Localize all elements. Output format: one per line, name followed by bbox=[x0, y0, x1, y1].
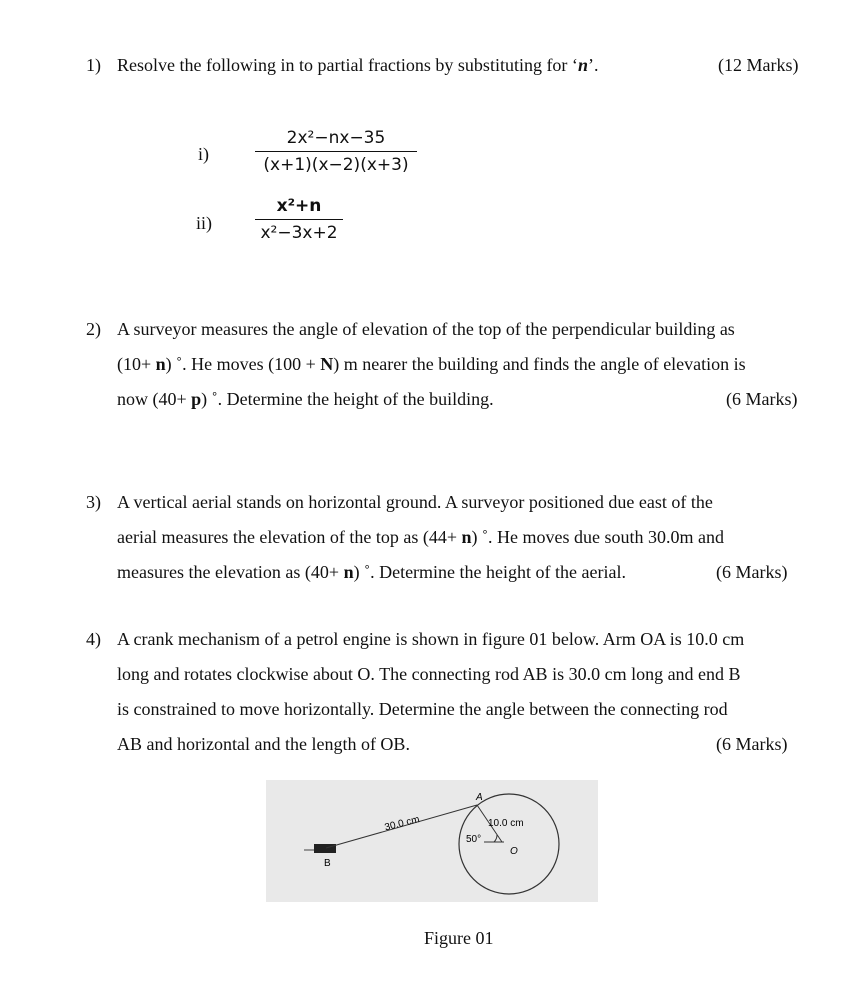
question-3 bbox=[0, 485, 864, 595]
question-4-line-3: is constrained to move horizontally. Determine the angle between the connecting rod bbox=[117, 699, 728, 719]
crank-mechanism-figure bbox=[266, 780, 598, 902]
question-3-line-2: aerial measures the elevation of the top as (44+ n) ˚. He moves due south 30.0m and bbox=[117, 527, 725, 547]
part-ii-label: ii) bbox=[196, 213, 212, 233]
question-2-marks: (6 Marks) bbox=[726, 389, 798, 409]
question-1-text: Resolve the following in to partial fractions by substituting for ‘n’. bbox=[117, 55, 599, 75]
question-2-line-3: now (40+ p) ˚. Determine the height of the building. bbox=[117, 389, 494, 409]
point-o-label: O bbox=[510, 846, 518, 857]
question-2 bbox=[0, 312, 864, 422]
crank-diagram bbox=[266, 780, 598, 902]
part-i-label: i) bbox=[198, 144, 209, 164]
question-2-line-2: (10+ n) ˚. He moves (100 + N) m nearer the building and finds the angle of elevation is bbox=[117, 354, 746, 374]
fraction-ii-numerator: x²+n bbox=[276, 196, 322, 216]
figure-caption: Figure 01 bbox=[424, 928, 494, 948]
arm-length-label: 10.0 cm bbox=[488, 818, 524, 829]
question-4-line-1: A crank mechanism of a petrol engine is shown in figure 01 below. Arm OA is 10.0 cm bbox=[117, 629, 745, 649]
point-b-label: B bbox=[324, 858, 331, 869]
fraction-i-denominator: (x+1)(x−2)(x+3) bbox=[263, 155, 409, 175]
fraction-ii bbox=[255, 196, 343, 243]
fraction-ii-denominator: x²−3x+2 bbox=[260, 223, 338, 243]
question-4-line-4: AB and horizontal and the length of OB. bbox=[117, 734, 410, 754]
question-4-number: 4) bbox=[86, 629, 101, 649]
rod-length-label: 30.0 cm bbox=[383, 814, 421, 834]
question-2-line-1: A surveyor measures the angle of elevation of the top of the perpendicular building as bbox=[117, 319, 735, 339]
question-3-marks: (6 Marks) bbox=[716, 562, 788, 582]
point-a-label: A bbox=[476, 792, 483, 803]
question-4-marks: (6 Marks) bbox=[716, 734, 788, 754]
fraction-i-numerator: 2x²−nx−35 bbox=[286, 128, 386, 148]
fraction-i bbox=[255, 128, 417, 175]
angle-label: 50° bbox=[466, 834, 482, 845]
question-4-line-2: long and rotates clockwise about O. The connecting rod AB is 30.0 cm long and end B bbox=[117, 664, 741, 684]
question-1-marks: (12 Marks) bbox=[718, 55, 799, 75]
question-2-number: 2) bbox=[86, 319, 101, 339]
question-3-line-1: A vertical aerial stands on horizontal ground. A surveyor positioned due east of the bbox=[117, 492, 713, 512]
question-4 bbox=[0, 622, 864, 767]
angle-arc bbox=[494, 835, 497, 842]
slider-block-b bbox=[314, 844, 336, 853]
question-1-number: 1) bbox=[86, 55, 101, 75]
question-3-line-3: measures the elevation as (40+ n) ˚. Determine the height of the aerial. bbox=[117, 562, 626, 582]
question-3-number: 3) bbox=[86, 492, 101, 512]
